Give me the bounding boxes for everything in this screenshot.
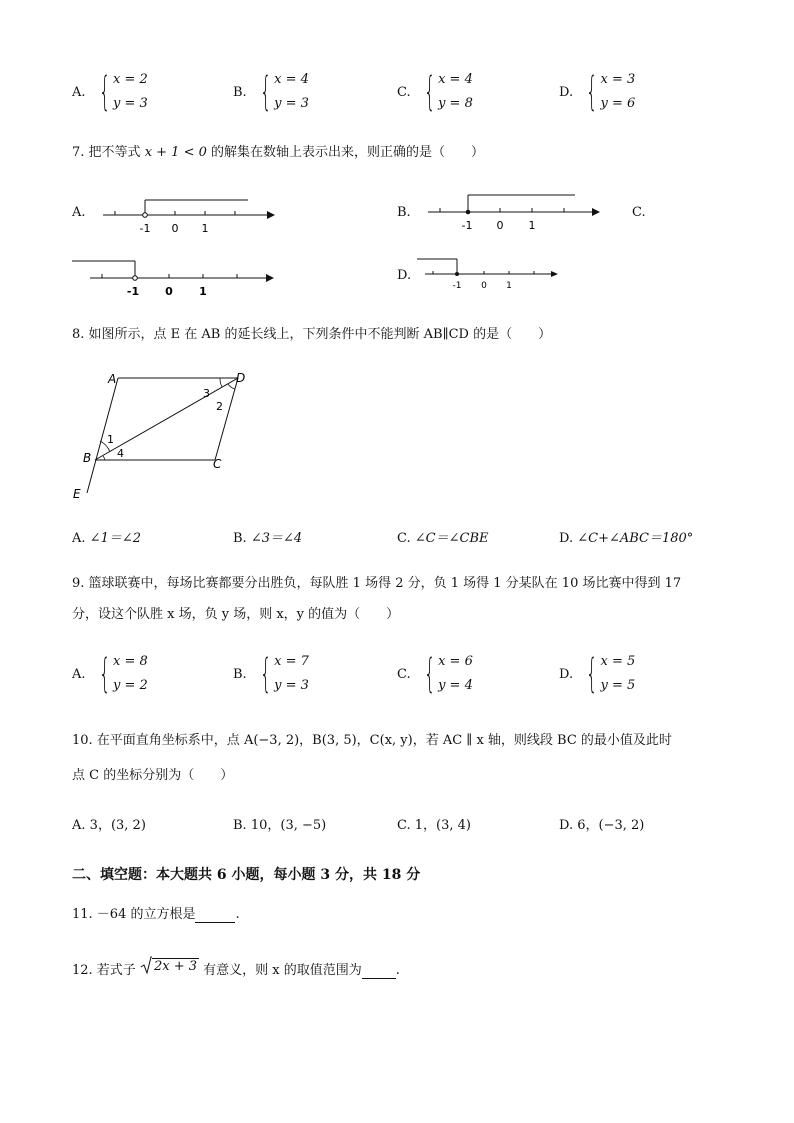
q12-text-pre: 12. 若式子 — [72, 963, 136, 978]
option-label: A. — [72, 818, 86, 833]
option-label: D. — [559, 531, 574, 546]
q10-stem-line1: 10. 在平面直角坐标系中，点 A(−3, 2)，B(3, 5)，C(x, y)，若 AC ∥ x 轴，则线段 BC 的最小值及此时 — [72, 733, 672, 748]
tick-label: -1 — [126, 285, 140, 298]
option-text: ∠C＝∠CBE — [414, 531, 489, 546]
equation-1: x = 5 — [600, 654, 636, 669]
q12-text-post: 有意义，则 x 的取值范围为 — [203, 963, 362, 978]
q9-stem-line2: 分，设这个队胜 x 场，负 y 场，则 x，y 的值为（ ） — [72, 607, 400, 622]
q7-option-d-label: D. — [397, 268, 412, 283]
tick-label: -1 — [452, 281, 462, 291]
q7-option-b-numberline — [420, 188, 600, 233]
q7-option-c-numberline — [70, 254, 275, 299]
point-label-e: E — [73, 487, 81, 501]
inequality: x + 1 < 0 — [144, 145, 207, 160]
tick-label: 0 — [171, 222, 179, 235]
q8-option-b — [233, 531, 302, 547]
option-text: 10，(3, −5) — [250, 818, 327, 833]
point-label-d: D — [236, 371, 246, 385]
option-label: B. — [233, 531, 247, 546]
sqrt-expression — [140, 956, 199, 974]
axis-arrow — [267, 211, 275, 219]
option-label: C. — [397, 531, 411, 546]
q6-option-c — [397, 68, 473, 116]
point-label-c: C — [213, 457, 222, 471]
angle-label-3: 3 — [203, 387, 210, 400]
angle-arc-3 — [220, 378, 222, 387]
answer-blank[interactable] — [195, 906, 235, 923]
equation-2: y = 5 — [600, 678, 636, 693]
brace: { — [423, 651, 436, 697]
brace: { — [98, 69, 110, 115]
angle-label-1: 1 — [107, 433, 114, 446]
point-label-b: B — [83, 451, 92, 465]
closed-point — [466, 210, 471, 215]
equation-2: y = 4 — [438, 678, 473, 693]
equation-1: x = 7 — [274, 654, 309, 669]
sqrt-icon — [140, 956, 152, 974]
option-label: D. — [559, 666, 574, 682]
tick-label: 1 — [528, 219, 536, 232]
q10-option-b — [233, 818, 326, 834]
q9-stem-line1: 9. 篮球联赛中，每场比赛都要分出胜负，每队胜 1 场得 2 分，负 1 场得 1 分某队在 10 场比赛中得到 17 — [72, 576, 682, 591]
equation-1: x = 3 — [600, 72, 636, 87]
option-label: A. — [72, 84, 86, 100]
stem-post: 的解集在数轴上表示出来，则正确的是（ ） — [211, 145, 485, 160]
option-label: B. — [233, 84, 247, 100]
q9-option-c — [397, 650, 473, 698]
equation-1: x = 6 — [438, 654, 473, 669]
option-text: 3，(3, 2) — [89, 818, 146, 833]
angle-arc-2 — [228, 384, 235, 389]
point-label-a: A — [108, 372, 117, 386]
open-point — [143, 213, 148, 218]
section-heading: 二、填空题：本大题共 6 小题，每小题 3 分，共 18 分 — [72, 867, 421, 883]
q10-option-c — [397, 818, 471, 834]
q12-period: . — [395, 963, 400, 978]
q8-figure — [70, 365, 260, 505]
segment-dc — [215, 378, 238, 460]
axis-arrow — [266, 274, 274, 282]
equation-1: x = 4 — [438, 72, 473, 87]
tick-label: 0 — [481, 281, 487, 291]
option-text: ∠C+∠ABC＝180° — [577, 531, 694, 546]
equation-1: x = 8 — [112, 654, 148, 669]
option-label: A. — [72, 531, 86, 546]
q10-option-d — [559, 818, 644, 834]
equation-2: y = 3 — [274, 96, 309, 111]
q8-option-c — [397, 531, 489, 547]
open-point — [133, 276, 138, 281]
angle-label-2: 2 — [216, 400, 223, 413]
q12 — [72, 956, 400, 979]
axis-arrow — [551, 271, 558, 277]
q7-stem — [72, 145, 484, 161]
option-label: C. — [397, 818, 411, 833]
tick-label: 1 — [201, 222, 209, 235]
equation-2: y = 6 — [600, 96, 636, 111]
equation-2: y = 8 — [438, 96, 473, 111]
brace: { — [98, 651, 110, 697]
brace: { — [423, 69, 436, 115]
tick-label: -1 — [461, 219, 473, 232]
equation-1: x = 2 — [112, 72, 148, 87]
q10-option-a — [72, 818, 146, 834]
option-label: C. — [397, 666, 411, 682]
option-text: ∠1＝∠2 — [89, 531, 141, 546]
q7-option-a-numberline — [95, 192, 275, 237]
q9-option-a — [72, 650, 148, 698]
option-label: C. — [397, 84, 411, 100]
closed-point — [455, 272, 459, 276]
q9-option-b — [233, 650, 309, 698]
q7-option-a-label: A. — [72, 205, 86, 220]
q7-option-d-numberline — [415, 254, 565, 294]
option-text: 6，(−3, 2) — [577, 818, 645, 833]
brace: { — [259, 651, 272, 697]
axis-arrow — [592, 208, 600, 216]
q8-option-a — [72, 531, 141, 547]
q7-option-b-label: B. — [397, 205, 411, 220]
answer-blank[interactable] — [362, 962, 396, 979]
radicand: 2x + 3 — [153, 959, 197, 974]
tick-label: -1 — [139, 222, 151, 235]
option-label: B. — [233, 666, 247, 682]
option-label: D. — [559, 84, 574, 100]
tick-label: 0 — [165, 285, 173, 298]
tick-label: 1 — [199, 285, 207, 298]
q11-period: . — [235, 907, 240, 922]
equation-1: x = 4 — [274, 72, 309, 87]
equation-2: y = 2 — [112, 678, 148, 693]
equation-2: y = 3 — [274, 678, 309, 693]
angle-arc-4 — [103, 456, 105, 460]
brace: { — [586, 651, 598, 697]
q11 — [72, 906, 240, 923]
q8-stem: 8. 如图所示，点 E 在 AB 的延长线上，下列条件中不能判断 AB∥CD 的是（ ） — [72, 327, 552, 342]
brace: { — [586, 69, 598, 115]
option-label: A. — [72, 666, 86, 682]
q6-option-a — [72, 68, 148, 116]
q6-option-b — [233, 68, 309, 116]
q6-option-d — [559, 68, 635, 116]
q7-option-c-label: C. — [632, 205, 646, 220]
q9-option-d — [559, 650, 635, 698]
tick-label: 0 — [496, 219, 504, 232]
q10-stem-line2: 点 C 的坐标分别为（ ） — [72, 768, 234, 783]
option-text: ∠3＝∠4 — [250, 531, 303, 546]
q11-text: 11. －64 的立方根是 — [72, 907, 196, 922]
option-label: D. — [559, 818, 574, 833]
equation-2: y = 3 — [112, 96, 148, 111]
brace: { — [259, 69, 272, 115]
option-text: 1，(3, 4) — [414, 818, 471, 833]
tick-label: 1 — [506, 281, 512, 291]
option-label: B. — [233, 818, 247, 833]
angle-label-4: 4 — [117, 447, 124, 460]
q8-option-d — [559, 531, 693, 547]
stem-pre: 7. 把不等式 — [72, 145, 141, 160]
